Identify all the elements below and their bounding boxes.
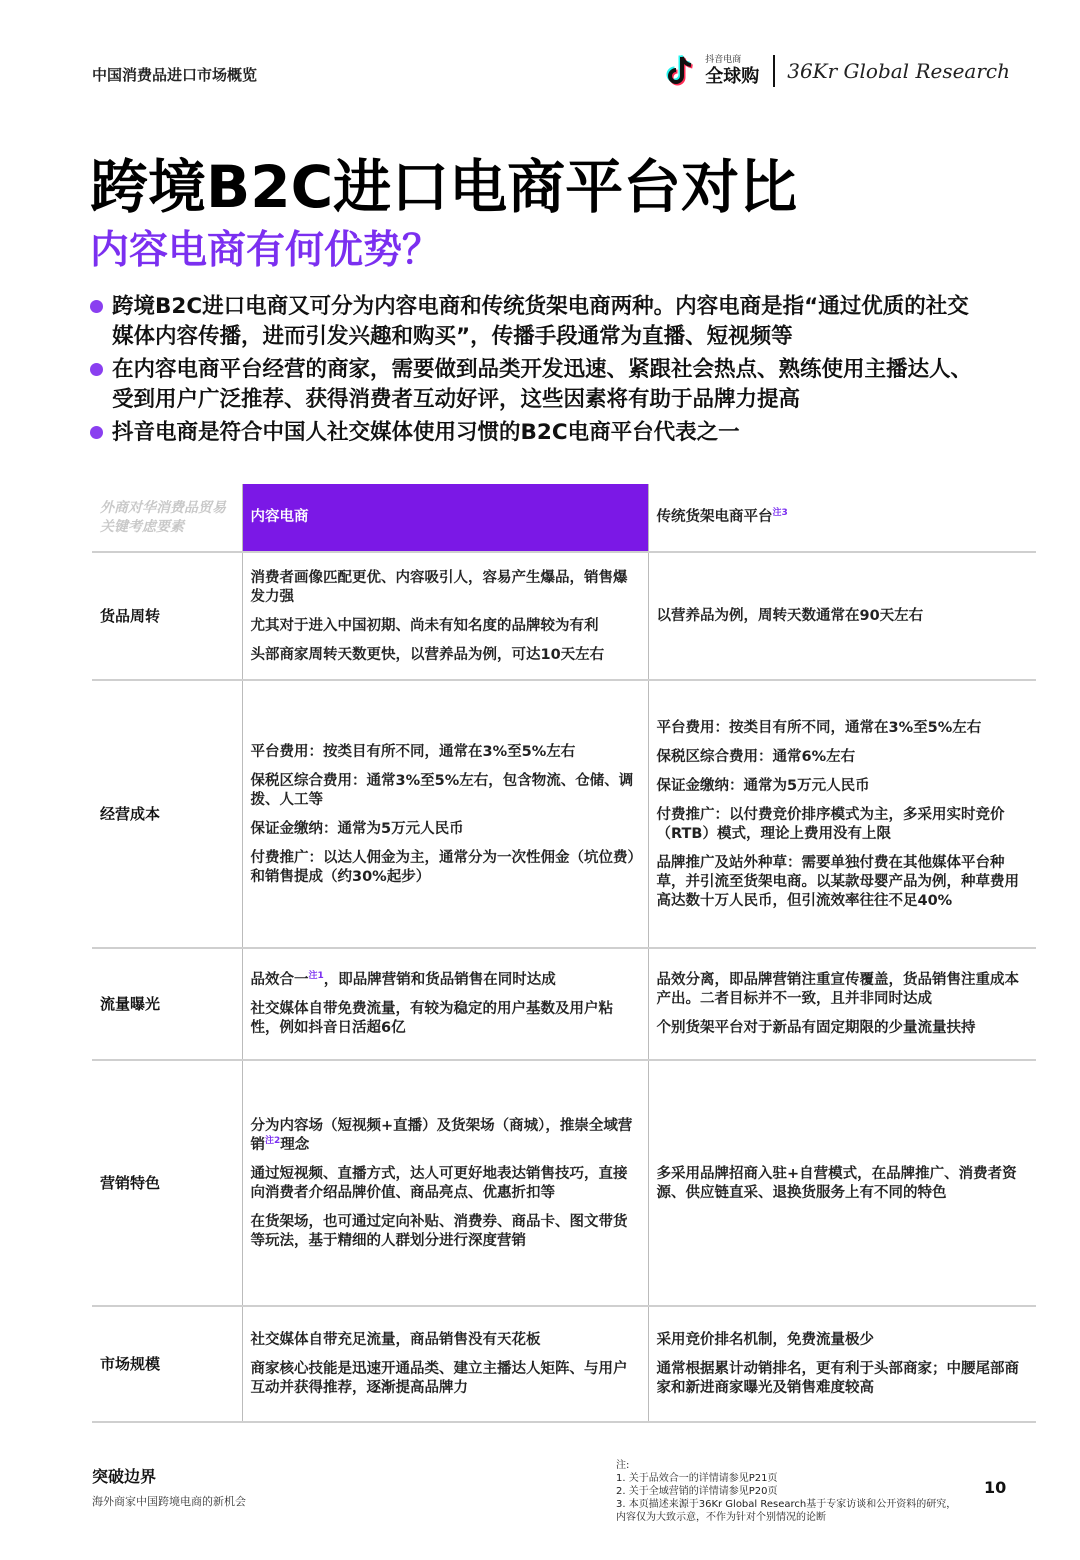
bullet-dot-icon <box>90 363 103 376</box>
table-header-row <box>92 484 1036 552</box>
footer-brand-block <box>92 1464 246 1509</box>
bullet-item: 在内容电商平台经营的商家，需要做到品类开发迅速、紧跟社会热点、熟练使用主播达人、受到用户广泛推荐、获得消费者互动好评，这些因素将有助于品牌力提高 <box>90 355 990 415</box>
content-ecom-cell: 品效合一$^{注1}$，即品牌营销和货品销售在同时达成 社交媒体自带免费流量，有较为稳定的用户基数及用户粘性，例如抖音日活超6亿 <box>242 948 648 1060</box>
36kr-global-research-logo: 36Kr Global Research <box>787 59 1010 83</box>
shelf-ecom-cell: 以营养品为例，周转天数通常在90天左右 <box>648 552 1036 680</box>
table-row <box>92 1060 1036 1306</box>
bullet-item: 跨境B2C进口电商又可分为内容电商和传统货架电商两种。内容电商是指“通过优质的社交媒体内容传播，进而引发兴趣和购买”，传播手段通常为直播、短视频等 <box>90 292 990 352</box>
footnote-ref: 注3 <box>772 508 788 519</box>
shelf-ecom-cell: 采用竞价排名机制，免费流量极少 通常根据累计动销排名，更有利于头部商家；中腰尾部商家和新进商家曝光及销售难度较高 <box>648 1306 1036 1422</box>
content-ecom-cell: 消费者画像匹配更优、内容吸引人，容易产生爆品，销售爆发力强 尤其对于进入中国初期、尚未有知名度的品牌较为有利 头部商家周转天数更快，以营养品为例，可达10天左右 <box>242 552 648 680</box>
row-label: 经营成本 <box>92 680 242 948</box>
row-label: 市场规模 <box>92 1306 242 1422</box>
page-number: 10 <box>984 1478 1007 1497</box>
footnote-ref: 注2 <box>265 1135 281 1146</box>
table-row <box>92 680 1036 948</box>
shelf-ecom-column-header: 传统货架电商平台$^{注3}$ <box>648 484 1036 552</box>
footnote-item: 1. 关于品效合一的详情请参见P21页 <box>616 1473 778 1484</box>
logo-area <box>663 50 1010 92</box>
table-row <box>92 1306 1036 1422</box>
content-ecom-cell: 社交媒体自带充足流量，商品销售没有天花板 商家核心技能是迅速开通品类、建立主播达人矩阵、与用户互动并获得推荐，逐渐提高品牌力 <box>242 1306 648 1422</box>
shelf-ecom-cell: 品效分离，即品牌营销注重宣传覆盖，货品销售注重成本产出。二者目标并不一致，且并非同时达成 个别货架平台对于新品有固定期限的少量流量扶持 <box>648 948 1036 1060</box>
bullet-dot-icon <box>90 426 103 439</box>
table-row <box>92 948 1036 1060</box>
footnote-item: 3. 本页描述来源于36Kr Global Research基于专家访谈和公开资料的研究，内容仅为大致示意，不作为针对个别情况的论断 <box>616 1499 957 1523</box>
page-subtitle: 内容电商有何优势？ <box>90 228 442 273</box>
bullet-list <box>90 292 990 451</box>
content-ecom-cell: 分为内容场（短视频+直播）及货架场（商城），推崇全域营销$^{注2}$理念 通过短视频、直播方式，达人可更好地表达销售技巧，直接向消费者介绍品牌价值、商品亮点、优惠折扣等 在货架场，也可通过定向补贴、消费券、商品卡、图文带货等玩法，基于精细的人群划分进行深度营销 <box>242 1060 648 1306</box>
row-label: 货品周转 <box>92 552 242 680</box>
footnote-item: 2. 关于全域营销的详情请参见P20页 <box>616 1486 778 1497</box>
footnote-ref: 注1 <box>308 971 324 982</box>
document-header-title: 中国消费品进口市场概览 <box>92 66 258 84</box>
footer-tagline: 海外商家中国跨境电商的新机会 <box>92 1495 246 1508</box>
tiktok-logo-icon <box>663 53 699 89</box>
logo-text <box>705 56 759 86</box>
bullet-dot-icon <box>90 300 103 313</box>
notes-title: 注: <box>616 1460 630 1471</box>
comparison-table <box>92 484 1036 1423</box>
logo-big-text: 全球购 <box>705 66 760 87</box>
row-label: 流量曝光 <box>92 948 242 1060</box>
bullet-item: 抖音电商是符合中国人社交媒体使用习惯的B2C电商平台代表之一 <box>90 418 990 448</box>
logo-divider <box>773 55 775 87</box>
logo-small-text: 抖音电商 <box>705 55 742 65</box>
factor-column-header: 外商对华消费品贸易关键考虑要素 <box>92 484 242 552</box>
row-label: 营销特色 <box>92 1060 242 1306</box>
shelf-ecom-cell: 平台费用：按类目有所不同，通常在3%至5%左右 保税区综合费用：通常6%左右 保证金缴纳：通常为5万元人民币 付费推广：以付费竞价排序模式为主，多采用实时竞价（RTB）模式，理论上费用没有上限 品牌推广及站外种草：需要单独付费在其他媒体平台种草，并引流至货架电商。以某款母婴产品为例，种草费用高达数十万人民币，但引流效率往往不足40% <box>648 680 1036 948</box>
footnotes <box>616 1459 966 1524</box>
content-ecom-cell: 平台费用：按类目有所不同，通常在3%至5%左右 保税区综合费用：通常3%至5%左右，包含物流、仓储、调拨、人工等 保证金缴纳：通常为5万元人民币 付费推广：以达人佣金为主，通常分为一次性佣金（坑位费）和销售提成（约30%起步） <box>242 680 648 948</box>
shelf-ecom-cell: 多采用品牌招商入驻+自营模式，在品牌推广、消费者资源、供应链直采、退换货服务上有不同的特色 <box>648 1060 1036 1306</box>
table-row <box>92 552 1036 680</box>
content-ecom-column-header: 内容电商 <box>242 484 648 552</box>
page-title: 跨境B2C进口电商平台对比 <box>90 153 798 221</box>
footer-brand: 突破边界 <box>92 1467 157 1486</box>
